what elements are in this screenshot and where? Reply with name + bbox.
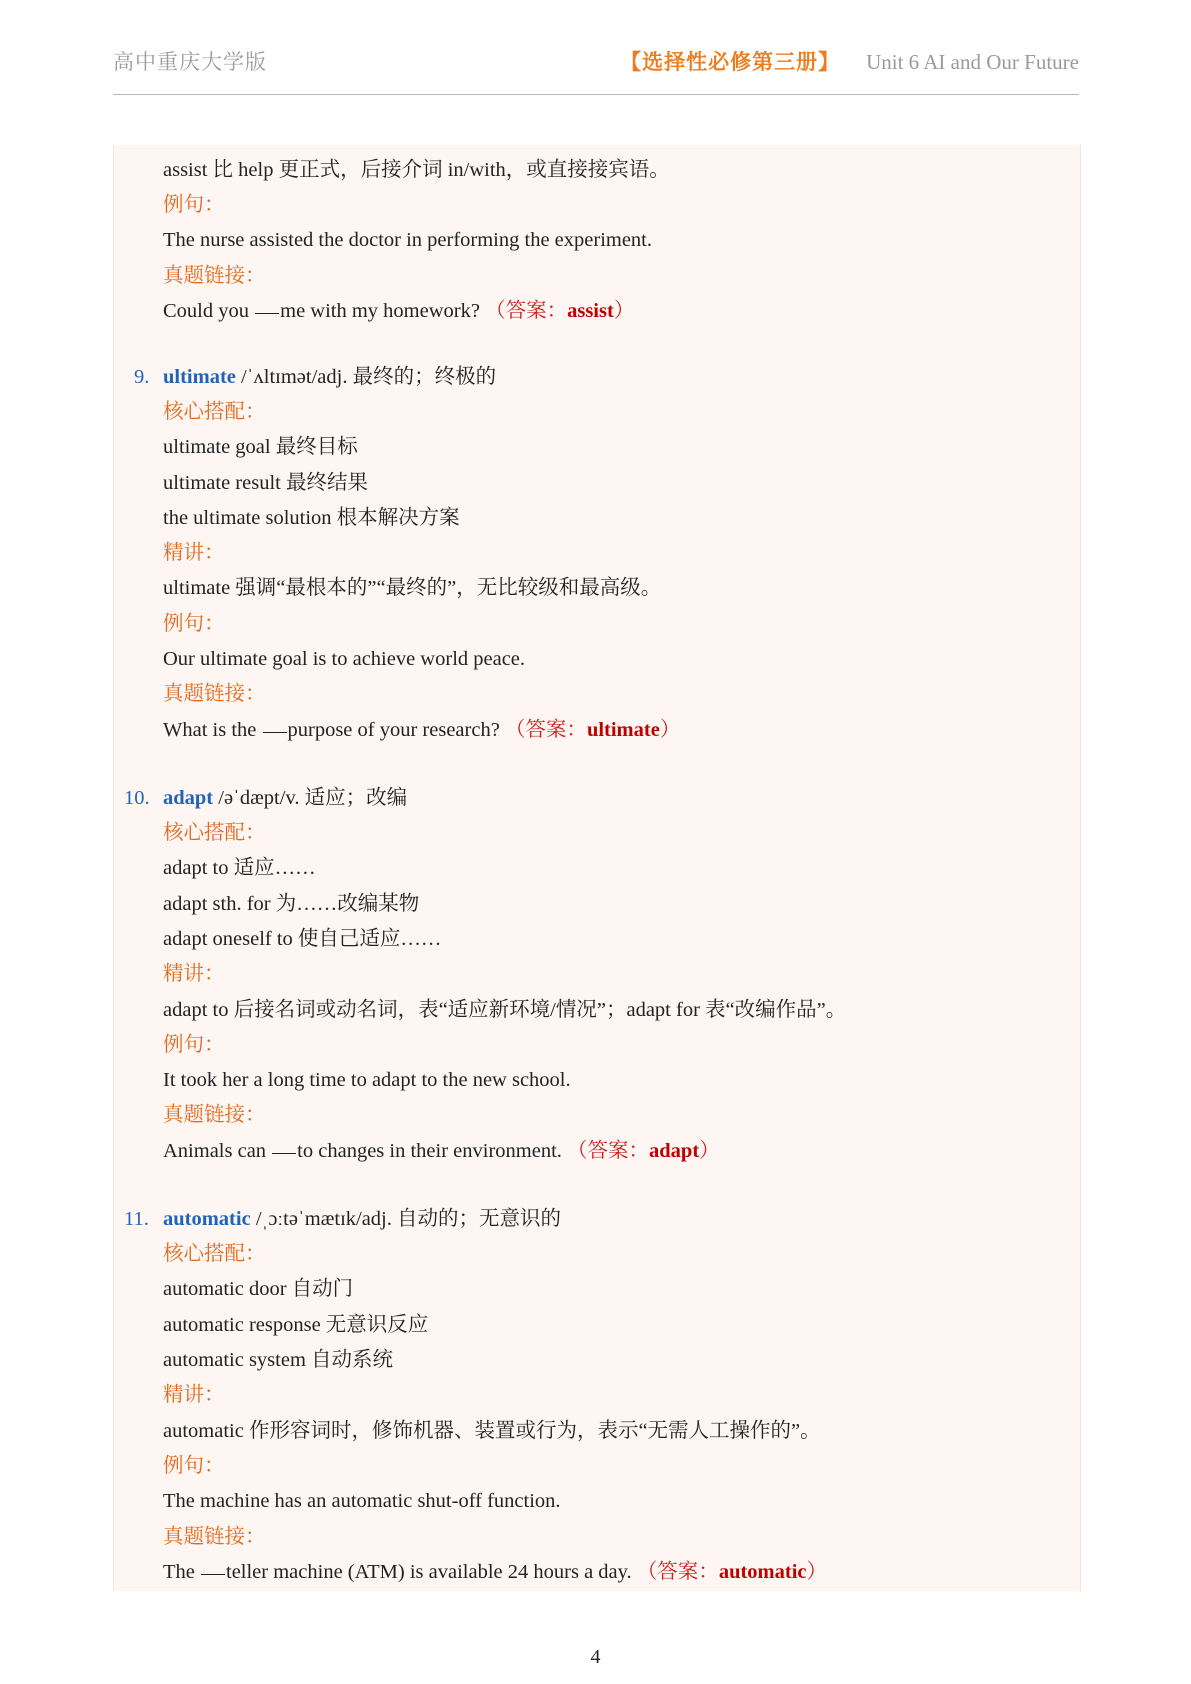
collocation-item: ultimate goal 最终目标 xyxy=(163,436,358,458)
prev-exam-label: 真题链接： xyxy=(163,265,266,287)
collocation-item: adapt oneself to 使自己适应…… xyxy=(163,928,442,950)
headword: adapt xyxy=(163,787,214,809)
prev-example: The nurse assisted the doctor in performing the experiment. xyxy=(163,229,653,251)
example-sentence: Our ultimate goal is to achieve world peace. xyxy=(163,648,526,670)
example-label: 例句： xyxy=(163,1455,225,1477)
answer-word: assist xyxy=(567,300,614,322)
header-book-title: 【选择性必修第三册】 xyxy=(620,50,841,74)
answer: （答案：ultimate） xyxy=(504,719,681,741)
exam-label: 真题链接： xyxy=(163,1526,266,1548)
exam-label: 真题链接： xyxy=(163,683,266,705)
answer-blank xyxy=(255,312,279,314)
exam-question xyxy=(163,1558,827,1586)
page-header xyxy=(113,46,1079,78)
collocation-label: 核心搭配： xyxy=(163,401,266,423)
header-unit-title: Unit 6 AI and Our Future xyxy=(866,50,1079,74)
exam-text-after: to changes in their environment. xyxy=(297,1140,562,1162)
collocation-label: 核心搭配： xyxy=(163,1243,266,1265)
exam-text-before: Could you xyxy=(163,300,255,322)
explain-label: 精讲： xyxy=(163,542,225,564)
prev-exam-question xyxy=(163,297,634,325)
collocation-item: adapt to 适应…… xyxy=(163,857,316,879)
example-label: 例句： xyxy=(163,1034,225,1056)
exam-question xyxy=(163,716,680,744)
collocation-item: adapt sth. for 为……改编某物 xyxy=(163,893,420,915)
collocation-item: the ultimate solution 根本解决方案 xyxy=(163,507,460,529)
answer-blank xyxy=(272,1152,296,1154)
prev-explain: assist 比 help 更正式，后接介词 in/with，或直接接宾语。 xyxy=(163,159,670,181)
entry-number: 11. xyxy=(124,1208,149,1230)
collocation-item: automatic response 无意识反应 xyxy=(163,1314,429,1336)
collocation-item: automatic door 自动门 xyxy=(163,1278,354,1300)
page-number: 4 xyxy=(590,1646,601,1668)
headword: ultimate xyxy=(163,366,236,388)
answer: （答案：automatic） xyxy=(636,1561,827,1583)
collocation-item: ultimate result 最终结果 xyxy=(163,472,368,494)
collocation-label: 核心搭配： xyxy=(163,822,266,844)
example-sentence: The machine has an automatic shut-off function. xyxy=(163,1490,561,1512)
explain-text: adapt to 后接名词或动名词，表“适应新环境/情况”；adapt for 表“改编作品”。 xyxy=(163,999,847,1021)
entry-headline xyxy=(163,1205,561,1233)
entry-headline xyxy=(163,784,407,812)
answer: （答案：assist） xyxy=(485,300,635,322)
entry-number: 9. xyxy=(134,366,150,388)
header-divider xyxy=(113,94,1079,95)
explain-text: automatic 作形容词时，修饰机器、装置或行为，表示“无需人工操作的”。 xyxy=(163,1420,821,1442)
pronunciation-definition: /əˈdæpt/v. 适应；改编 xyxy=(213,787,408,809)
pronunciation-definition: /ˌɔːtəˈmætɪk/adj. 自动的；无意识的 xyxy=(250,1208,561,1230)
exam-text-after: me with my homework? xyxy=(280,300,480,322)
exam-text-after: teller machine (ATM) is available 24 hours a day. xyxy=(226,1561,632,1583)
exam-text-before: Animals can xyxy=(163,1140,272,1162)
collocation-item: automatic system 自动系统 xyxy=(163,1349,394,1371)
explain-label: 精讲： xyxy=(163,1384,225,1406)
answer-blank xyxy=(201,1573,225,1575)
exam-text-before: What is the xyxy=(163,719,262,741)
header-right xyxy=(620,46,1079,76)
pronunciation-definition: /ˈʌltɪmət/adj. 最终的；终极的 xyxy=(235,366,497,388)
answer-word: automatic xyxy=(718,1561,807,1583)
exam-text-before: The xyxy=(163,1561,200,1583)
answer: （答案：adapt） xyxy=(567,1140,720,1162)
example-label: 例句： xyxy=(163,613,225,635)
answer-word: adapt xyxy=(649,1140,700,1162)
prev-example-label: 例句： xyxy=(163,194,225,216)
header-publisher: 高中重庆大学版 xyxy=(113,50,267,74)
explain-text: ultimate 强调“最根本的”“最终的”，无比较级和最高级。 xyxy=(163,577,662,599)
entry-headline xyxy=(163,363,496,391)
example-sentence: It took her a long time to adapt to the new school. xyxy=(163,1069,571,1091)
answer-word: ultimate xyxy=(586,719,660,741)
headword: automatic xyxy=(163,1208,251,1230)
exam-label: 真题链接： xyxy=(163,1104,266,1126)
entry-number: 10. xyxy=(124,787,150,809)
answer-blank xyxy=(263,731,287,733)
explain-label: 精讲： xyxy=(163,963,225,985)
exam-question xyxy=(163,1137,720,1165)
exam-text-after: purpose of your research? xyxy=(287,719,500,741)
